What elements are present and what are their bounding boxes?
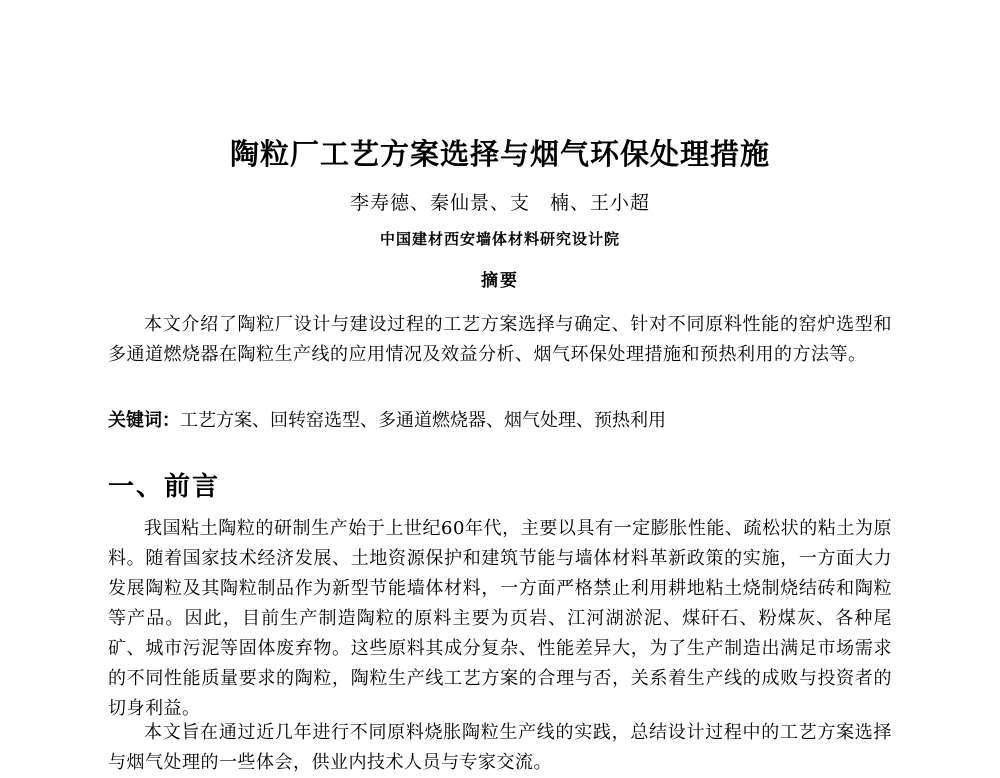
paper-affiliation: 中国建材西安墙体材料研究设计院 <box>379 230 620 248</box>
paper-title: 陶粒厂工艺方案选择与烟气环保处理措施 <box>229 137 770 171</box>
keywords-list: 工艺方案、回转窑选型、多通道燃烧器、烟气处理、预热利用 <box>180 410 666 431</box>
paper-authors: 李寿德、秦仙景、支 楠、王小超 <box>349 192 650 214</box>
abstract-text: 本文介绍了陶粒厂设计与建设过程的工艺方案选择与确定、针对不同原料性能的窑炉选型和多通道燃烧器在陶粒生产线的应用情况及效益分析、烟气环保处理措施和预热利用的方法等。 <box>108 314 892 365</box>
keywords-label: 关键词： <box>108 410 180 431</box>
intro-paragraph: 我国粘土陶粒的研制生产始于上世纪60年代，主要以具有一定膨胀性能、疏松状的粘土为原料。随着国家技术经济发展、土地资源保护和建筑节能与墙体材料革新政策的实施，一方面大力发展陶粒及其陶粒制品作为新型节能墙体材料，一方面严格禁止利用耕地粘土烧制烧结砖和陶粒等产品。因此，目前生产制造陶粒的原料主要为页岩、江河湖淤泥、煤矸石、粉煤灰、各种尾矿、城市污泥等固体废弃物。这些原料其成分复杂、性能差异大，为了生产制造出满足市场需求的不同性能质量要求的陶粒，陶粒生产线工艺方案的合理与否，关系着生产线的成败与投资者的切身利益。 <box>108 518 892 719</box>
abstract-heading: 摘要 <box>481 271 519 291</box>
intro-paragraph: 本文旨在通过近几年进行不同原料烧胀陶粒生产线的实践，总结设计过程中的工艺方案选择与烟气处理的一些体会，供业内技术人员与专家交流。 <box>108 722 892 773</box>
section-title-introduction: 一、前言 <box>108 472 221 502</box>
keywords-line <box>108 406 892 436</box>
